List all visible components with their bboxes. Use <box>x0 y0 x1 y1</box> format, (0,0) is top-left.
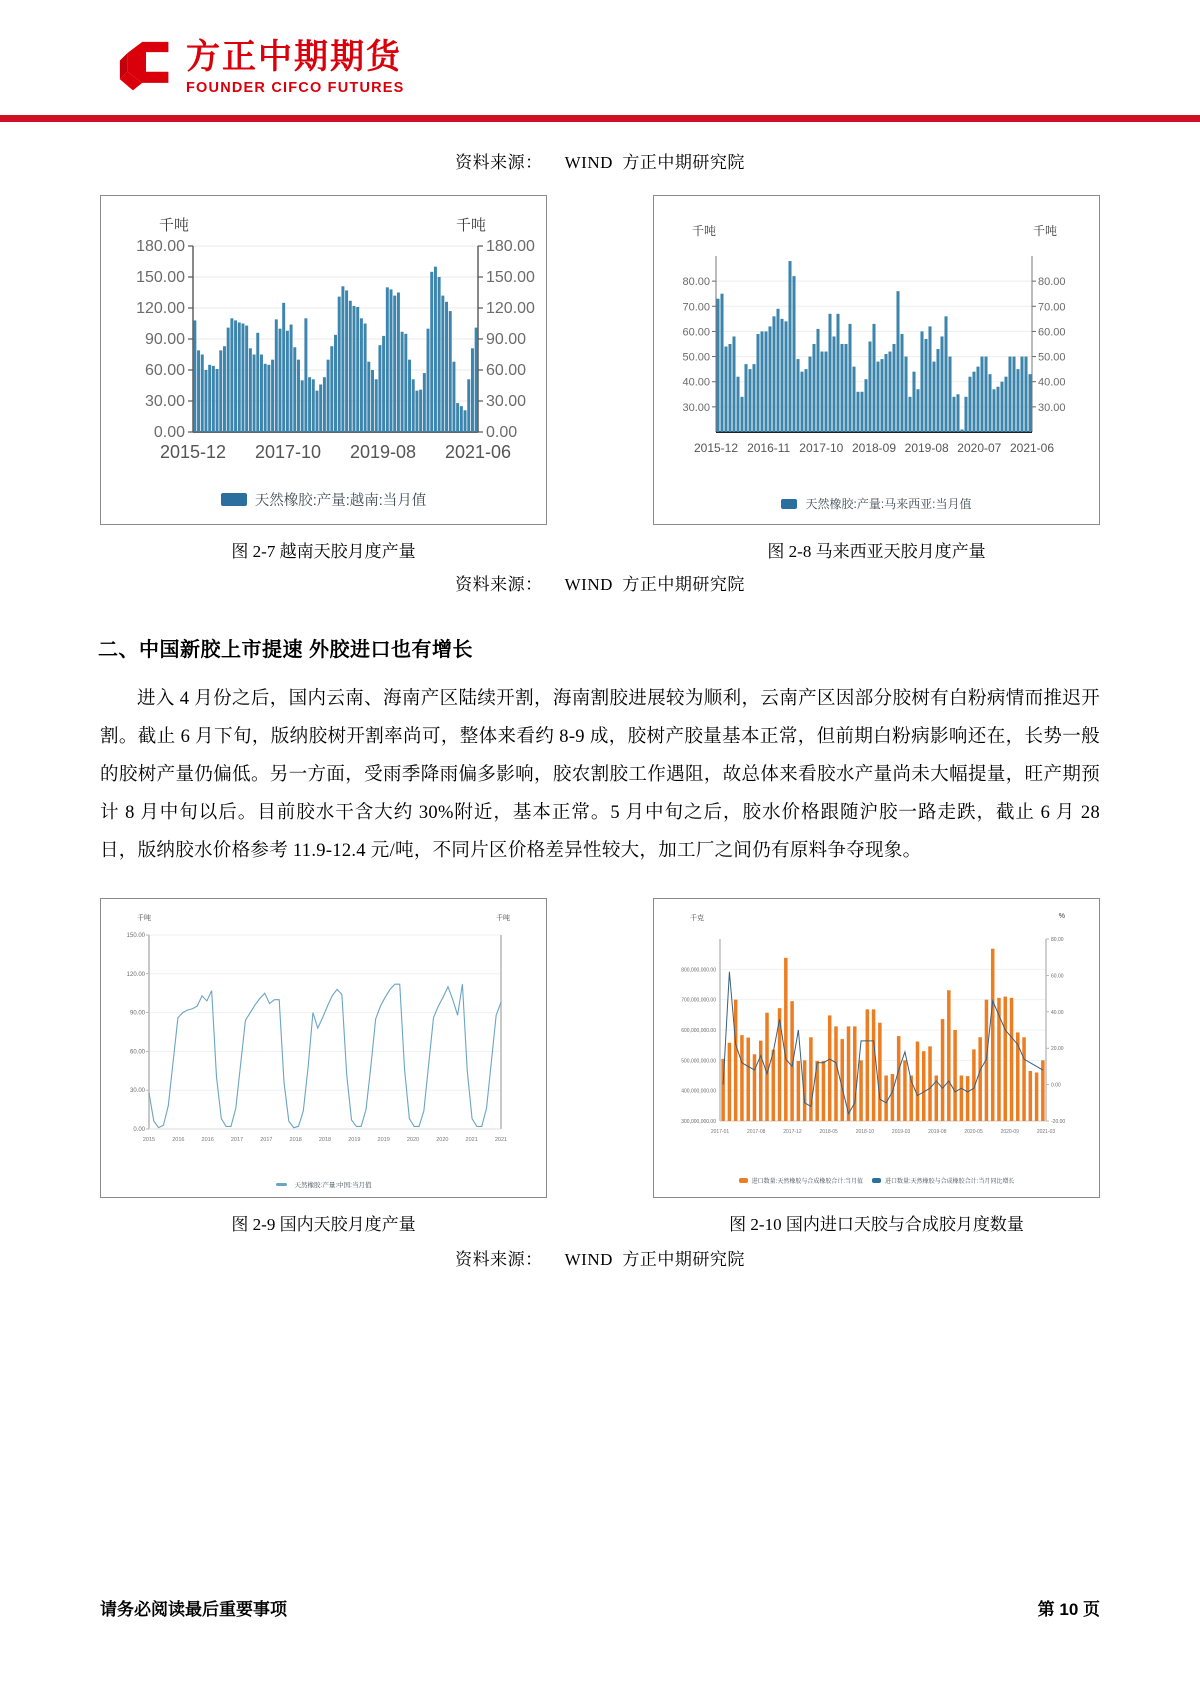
svg-text:180.00: 180.00 <box>486 238 535 255</box>
fig28-legend-label: 天然橡胶:产量:马来西亚:当月值 <box>805 497 972 511</box>
fig29-legend-label: 天然橡胶:产量:中国:当月值 <box>294 1182 372 1189</box>
fig27-unit-left: 千吨 <box>159 217 190 234</box>
footer-disclaimer: 请务必阅读最后重要事项 <box>100 1600 287 1619</box>
svg-text:2018-05: 2018-05 <box>819 1129 838 1135</box>
svg-text:180.00: 180.00 <box>136 238 185 255</box>
header-divider <box>0 115 1200 122</box>
svg-text:40.00: 40.00 <box>1038 376 1066 389</box>
svg-text:80.00: 80.00 <box>1038 276 1066 289</box>
svg-text:2018-09: 2018-09 <box>851 441 897 455</box>
svg-text:60.00: 60.00 <box>486 362 527 379</box>
svg-text:30.00: 30.00 <box>682 401 710 414</box>
brand-logo <box>118 38 1200 97</box>
svg-text:600,000,000.00: 600,000,000.00 <box>681 1028 716 1034</box>
caption-row-bottom <box>0 1210 1200 1235</box>
svg-text:2015-12: 2015-12 <box>159 442 227 462</box>
svg-text:2018: 2018 <box>289 1137 302 1143</box>
svg-text:90.00: 90.00 <box>486 331 527 348</box>
fig29-unit-right: 千吨 <box>496 915 510 922</box>
legend-swatch-icon <box>781 499 797 509</box>
svg-text:40.00: 40.00 <box>682 376 710 389</box>
svg-text:2017: 2017 <box>260 1137 273 1143</box>
caption-row-top <box>0 537 1200 562</box>
svg-text:2018: 2018 <box>318 1137 332 1143</box>
source-line-bottom <box>0 1245 1200 1270</box>
svg-text:120.00: 120.00 <box>126 971 145 978</box>
svg-text:2016-11: 2016-11 <box>747 441 791 455</box>
svg-text:60.00: 60.00 <box>1038 326 1066 339</box>
svg-text:2020: 2020 <box>436 1137 449 1143</box>
svg-text:2020: 2020 <box>406 1137 420 1143</box>
source-label: 资料来源： <box>455 575 543 594</box>
source-inst: 方正中期研究院 <box>622 575 745 594</box>
svg-text:2020-09: 2020-09 <box>1000 1129 1019 1135</box>
source-wind: WIND <box>564 575 613 594</box>
svg-text:30.00: 30.00 <box>486 393 527 410</box>
section-paragraph: 进入 4 月份之后，国内云南、海南产区陆续开割，海南割胶进展较为顺利，云南产区因部分胶树有白粉病情而推迟开割。截止 6 月下旬，版纳胶树开割率尚可，整体来看约 8-9 成，胶树产胶量基本正常，但前期白粉病影响还在，长势一般的胶树产量仍偏低。另一方面，受雨季降雨偏多影响，胶农割胶工作遇阻，故总体来看胶水产量尚未大幅提量，旺产期预计 8 月中旬以后。目前胶水干含大约 30%附近，基本正常。5 月中旬之后，胶水价格跟随沪胶一路走跌，截止 6 月 28 日，版纳胶水价格参考 11.9-12.4 元/吨，不同片区价格差异性较大，加工厂之间仍有原料争夺现象。 <box>100 689 1100 861</box>
svg-text:90.00: 90.00 <box>144 331 185 348</box>
chart-fig-2-8 <box>653 195 1100 525</box>
svg-text:150.00: 150.00 <box>486 269 535 286</box>
svg-text:300,000,000.00: 300,000,000.00 <box>681 1119 716 1125</box>
svg-text:90.00: 90.00 <box>129 1010 145 1017</box>
brand-name-cn: 方正中期期货 <box>186 38 402 76</box>
chart-row-top <box>0 195 1200 525</box>
chart-fig-2-9 <box>100 898 547 1198</box>
svg-text:70.00: 70.00 <box>682 301 710 314</box>
svg-text:2019-03: 2019-03 <box>891 1129 911 1135</box>
source-line-mid <box>0 570 1200 595</box>
source-inst: 方正中期研究院 <box>622 1250 745 1269</box>
fig29-plot <box>101 921 548 1179</box>
page-header <box>0 0 1200 122</box>
svg-text:2019-08: 2019-08 <box>349 442 417 462</box>
svg-text:2021: 2021 <box>494 1137 508 1143</box>
fig28-plot <box>654 234 1101 489</box>
source-label: 资料来源： <box>455 153 543 172</box>
fig210-plot <box>654 921 1101 1171</box>
fig27-legend <box>101 489 546 510</box>
svg-text:0.00: 0.00 <box>133 1127 145 1133</box>
svg-text:400,000,000.00: 400,000,000.00 <box>681 1088 716 1095</box>
source-wind: WIND <box>564 1250 613 1269</box>
svg-text:60.00: 60.00 <box>1051 973 1064 980</box>
svg-text:60.00: 60.00 <box>129 1049 145 1056</box>
svg-text:2017-01: 2017-01 <box>710 1129 730 1135</box>
fig210-unit-left: 千克 <box>690 915 704 922</box>
fig210-unit-right: % <box>1058 913 1065 920</box>
fig210-legend-label-1: 进口数量:天然橡胶与合成橡胶合计:当月值 <box>751 1179 863 1185</box>
svg-text:2017-10: 2017-10 <box>254 442 322 462</box>
fig28-unit-right: 千吨 <box>1032 224 1057 238</box>
svg-text:2021-03: 2021-03 <box>1036 1129 1056 1135</box>
fig210-legend-label-2: 进口数量:天然橡胶与合成橡胶合计:当月同比增长 <box>885 1179 1015 1185</box>
svg-text:80.00: 80.00 <box>1051 937 1064 943</box>
caption-fig-2-7: 图 2-7 越南天胶月度产量 <box>231 542 416 561</box>
svg-text:2020-05: 2020-05 <box>964 1129 983 1135</box>
svg-text:2020-07: 2020-07 <box>957 441 1002 455</box>
svg-text:0.00: 0.00 <box>486 424 518 441</box>
svg-text:0.00: 0.00 <box>1051 1082 1061 1089</box>
svg-text:2017-08: 2017-08 <box>747 1129 766 1135</box>
fig29-unit-left: 千吨 <box>137 915 151 922</box>
svg-text:120.00: 120.00 <box>486 300 535 317</box>
svg-text:2016: 2016 <box>172 1137 185 1143</box>
chart-fig-2-7 <box>100 195 547 525</box>
brand-name-en: FOUNDER CIFCO FUTURES <box>186 80 405 96</box>
svg-text:2021-06: 2021-06 <box>444 442 512 462</box>
svg-text:20.00: 20.00 <box>1051 1046 1064 1053</box>
footer-page-number: 第 10 页 <box>1037 1600 1100 1619</box>
source-wind: WIND <box>564 153 613 172</box>
svg-text:60.00: 60.00 <box>682 326 710 339</box>
svg-text:150.00: 150.00 <box>126 933 145 939</box>
fig28-unit-left: 千吨 <box>692 224 717 238</box>
svg-text:70.00: 70.00 <box>1038 301 1066 314</box>
svg-text:2021: 2021 <box>465 1137 478 1143</box>
chart-fig-2-10 <box>653 898 1100 1198</box>
svg-text:30.00: 30.00 <box>1038 401 1066 414</box>
svg-text:2019: 2019 <box>377 1137 390 1143</box>
fig27-plot <box>101 232 548 482</box>
svg-text:500,000,000.00: 500,000,000.00 <box>681 1058 716 1065</box>
svg-text:50.00: 50.00 <box>1038 351 1066 364</box>
section-heading: 二、中国新胶上市提速 外胶进口也有增长 <box>98 639 474 661</box>
fig29-legend <box>101 1180 546 1189</box>
fig28-legend <box>654 495 1099 512</box>
svg-text:80.00: 80.00 <box>682 276 710 289</box>
svg-text:2015-12: 2015-12 <box>693 441 739 455</box>
svg-text:0.00: 0.00 <box>153 424 185 441</box>
fig210-legend <box>654 1176 1099 1185</box>
source-line-top <box>0 148 1200 173</box>
svg-text:2017-10: 2017-10 <box>799 441 844 455</box>
svg-text:2018-10: 2018-10 <box>855 1129 875 1135</box>
chart-row-bottom <box>0 898 1200 1198</box>
legend-swatch-line-icon <box>872 1178 881 1183</box>
source-label: 资料来源： <box>455 1250 543 1269</box>
page-footer <box>100 1595 1100 1620</box>
fig27-legend-label: 天然橡胶:产量:越南:当月值 <box>254 493 427 509</box>
svg-text:2017: 2017 <box>230 1137 244 1143</box>
svg-text:-20.00: -20.00 <box>1051 1119 1066 1125</box>
svg-text:2019-08: 2019-08 <box>928 1129 947 1135</box>
svg-text:2019-08: 2019-08 <box>904 441 949 455</box>
svg-text:700,000,000.00: 700,000,000.00 <box>681 997 716 1004</box>
svg-text:800,000,000.00: 800,000,000.00 <box>681 967 716 974</box>
caption-fig-2-8: 图 2-8 马来西亚天胶月度产量 <box>767 542 986 561</box>
caption-fig-2-10: 图 2-10 国内进口天胶与合成胶月度数量 <box>729 1215 1024 1234</box>
svg-text:2015: 2015 <box>142 1137 156 1143</box>
caption-fig-2-9: 图 2-9 国内天胶月度产量 <box>231 1215 416 1234</box>
svg-text:2021-06: 2021-06 <box>1009 441 1055 455</box>
svg-text:2019: 2019 <box>348 1137 361 1143</box>
founder-logo-icon <box>118 40 174 96</box>
svg-text:2017-12: 2017-12 <box>783 1129 802 1135</box>
svg-text:30.00: 30.00 <box>144 393 185 410</box>
svg-text:150.00: 150.00 <box>136 269 185 286</box>
svg-text:50.00: 50.00 <box>682 351 710 364</box>
svg-text:2016: 2016 <box>201 1137 214 1143</box>
legend-swatch-icon <box>276 1183 287 1186</box>
fig27-unit-right: 千吨 <box>455 217 486 234</box>
svg-text:30.00: 30.00 <box>129 1088 145 1095</box>
svg-text:120.00: 120.00 <box>136 300 185 317</box>
svg-text:40.00: 40.00 <box>1051 1009 1064 1016</box>
legend-swatch-bar-icon <box>739 1178 748 1183</box>
legend-swatch-icon <box>221 493 247 506</box>
source-inst: 方正中期研究院 <box>622 153 745 172</box>
svg-text:60.00: 60.00 <box>144 362 185 379</box>
